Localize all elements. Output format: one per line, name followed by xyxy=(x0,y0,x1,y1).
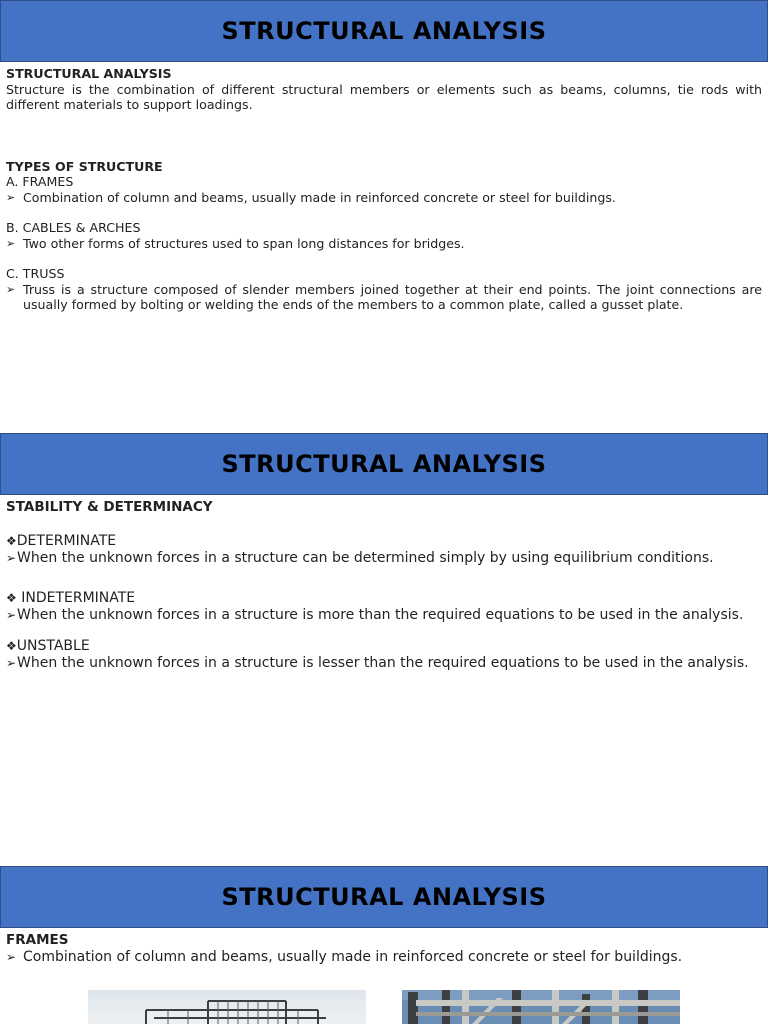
bullet-item xyxy=(6,607,762,624)
slide-1-body xyxy=(0,62,768,313)
steel-frame-photo xyxy=(88,990,366,1024)
type-label: B. CABLES & ARCHES xyxy=(6,220,141,235)
slide-2-title: STRUCTURAL ANALYSIS xyxy=(221,450,547,478)
slide-3-body xyxy=(0,928,768,966)
section-heading: STABILITY & DETERMINACY xyxy=(6,499,213,515)
bullet-item xyxy=(6,655,762,672)
concrete-frame-photo xyxy=(402,990,680,1024)
arrowhead-bullet-icon: ➢ xyxy=(6,282,16,296)
arrowhead-bullet-icon: ➢ xyxy=(6,656,17,670)
type-label: C. TRUSS xyxy=(6,266,65,281)
slide-1-title: STRUCTURAL ANALYSIS xyxy=(221,17,547,45)
slide-1-banner xyxy=(0,0,768,62)
term-label: ❖DETERMINATE xyxy=(6,533,117,549)
four-diamond-bullet-icon: ❖ xyxy=(6,534,17,548)
slide-3-banner xyxy=(0,866,768,928)
bullet-item xyxy=(6,190,762,206)
types-heading: TYPES OF STRUCTURE xyxy=(6,158,163,174)
bullet-item xyxy=(6,550,762,567)
slide-1 xyxy=(0,0,768,313)
arrowhead-bullet-icon: ➢ xyxy=(6,950,17,964)
bullet-text: When the unknown forces in a structure is lesser than the required equations to be used in the analysis. xyxy=(17,655,749,671)
four-diamond-bullet-icon: ❖ xyxy=(6,591,17,605)
term-label: ❖ INDETERMINATE xyxy=(6,590,136,606)
four-diamond-bullet-icon: ❖ xyxy=(6,639,17,653)
slide-2-body xyxy=(0,495,768,672)
bullet-text: Combination of column and beams, usually made in reinforced concrete or steel for buildings. xyxy=(23,189,616,205)
section-heading: FRAMES xyxy=(6,932,69,948)
bullet-item xyxy=(6,949,762,966)
arrowhead-bullet-icon: ➢ xyxy=(6,608,17,622)
arrowhead-bullet-icon: ➢ xyxy=(6,551,17,565)
bullet-text: When the unknown forces in a structure is more than the required equations to be used in the analysis. xyxy=(17,607,744,623)
bullet-text: Two other forms of structures used to span long distances for bridges. xyxy=(23,235,465,251)
arrowhead-bullet-icon: ➢ xyxy=(6,190,16,204)
slide-2-banner xyxy=(0,433,768,495)
type-label: A. FRAMES xyxy=(6,174,74,189)
slide-2 xyxy=(0,433,768,672)
bullet-item xyxy=(6,236,762,252)
bullet-text: Combination of column and beams, usually made in reinforced concrete or steel for buildings. xyxy=(23,949,683,965)
term-label: ❖UNSTABLE xyxy=(6,638,90,654)
section-heading: STRUCTURAL ANALYSIS xyxy=(6,66,172,81)
bullet-item xyxy=(6,282,762,313)
arrowhead-bullet-icon: ➢ xyxy=(6,236,16,250)
slide-3-title: STRUCTURAL ANALYSIS xyxy=(221,883,547,911)
slide-3 xyxy=(0,866,768,1024)
intro-paragraph: Structure is the combination of different structural members or elements such as beams, columns, tie rods with different materials to support loadings. xyxy=(6,81,762,112)
bullet-text: When the unknown forces in a structure can be determined simply by using equilibrium conditions. xyxy=(17,550,714,566)
bullet-text: Truss is a structure composed of slender members joined together at their end points. The joint connections are usually formed by bolting or welding the ends of the members to a common plate, called a gusset plate. xyxy=(23,281,762,312)
